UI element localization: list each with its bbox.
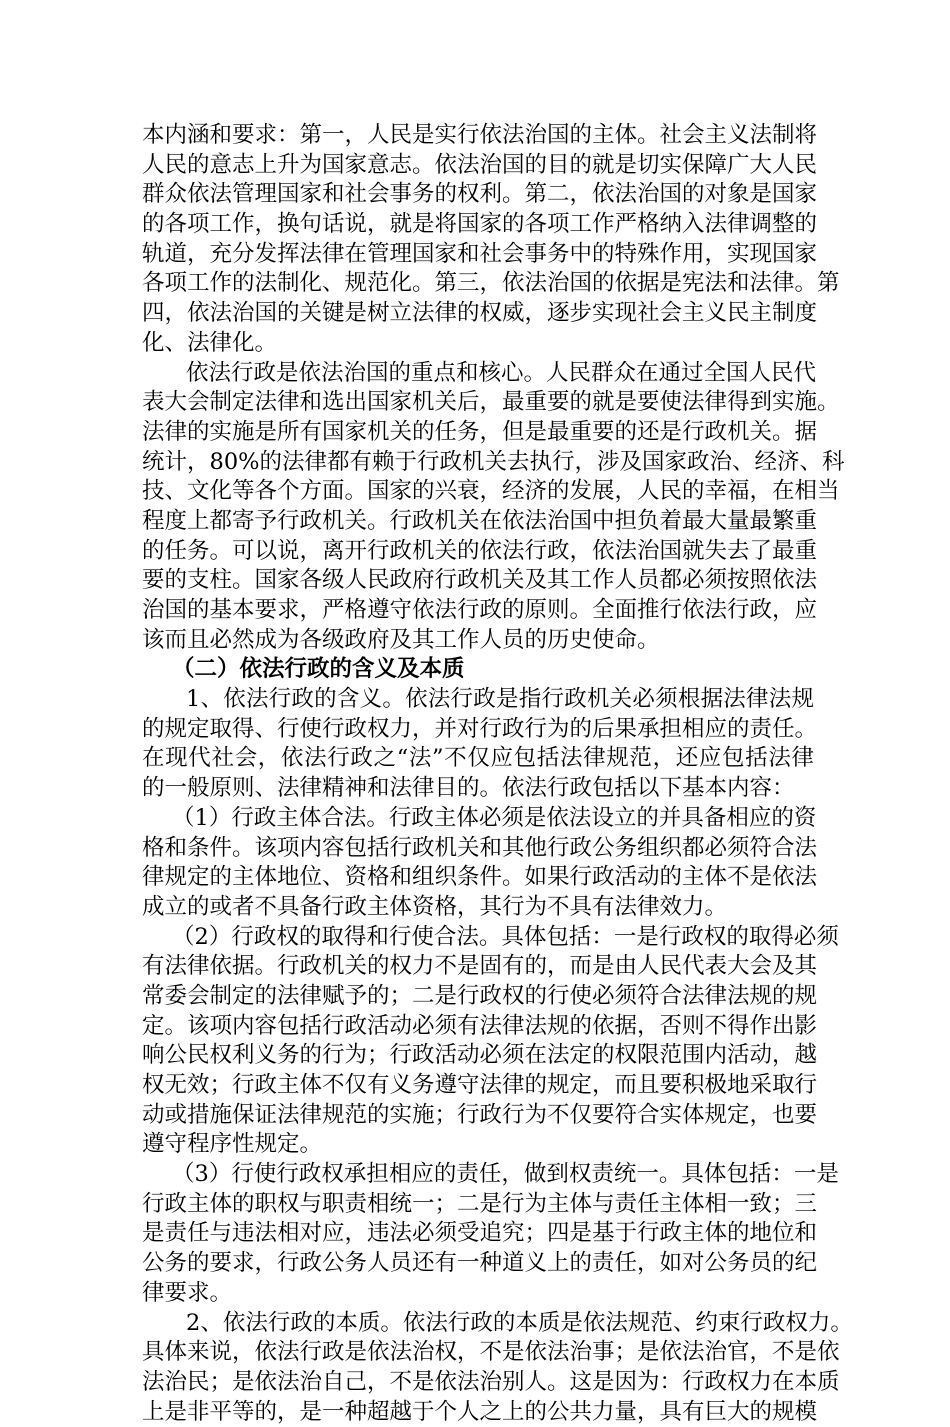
text-line: 遵守程序性规定。 <box>142 1131 323 1158</box>
text-line: 成立的或者不具备行政主体资格，其行为不具有法律效力。 <box>142 893 728 920</box>
body-text <box>142 121 853 1427</box>
text-line: 动或措施保证法律规范的实施；行政行为不仅要符合实体规定，也要 <box>142 1101 818 1128</box>
text-line: 有法律依据。行政机关的权力不是固有的，而是由人民代表大会及其 <box>142 953 818 980</box>
text-line: 是责任与违法相对应，违法必须受追究；四是基于行政主体的地位和 <box>142 1220 818 1247</box>
text-line: 的各项工作，换句话说，就是将国家的各项工作严格纳入法律调整的 <box>142 211 818 238</box>
text-line: 行政主体的职权与职责相统一；二是行为主体与责任主体相一致；三 <box>142 1190 818 1217</box>
text-line: 该而且必然成为各级政府及其工作人员的历史使命。 <box>142 626 660 653</box>
text-line: 统计，80%的法律都有赖于行政机关去执行，涉及国家政治、经济、科 <box>142 448 845 475</box>
text-line: （2）行政权的取得和行使合法。具体包括：一是行政权的取得必须 <box>172 923 839 950</box>
text-line: 在现代社会，依法行政之“法”不仅应包括法律规范，还应包括法律 <box>142 745 814 772</box>
text-line: 四，依法治国的关键是树立法律的权威，逐步实现社会主义民主制度 <box>142 300 818 327</box>
text-line: 公务的要求，行政公务人员还有一种道义上的责任，如对公务员的纪 <box>142 1250 818 1277</box>
text-line: （1）行政主体合法。行政主体必须是依法设立的并具备相应的资 <box>172 804 817 831</box>
text-line: 具体来说，依法行政是依法治权，不是依法治事；是依法治官，不是依 <box>142 1339 840 1366</box>
text-line: 1、依法行政的含义。依法行政是指行政机关必须根据法律法规 <box>186 686 814 713</box>
text-line: 的任务。可以说，离开行政机关的依法行政，依法治国就失去了最重 <box>142 537 818 564</box>
text-line: 治国的基本要求，严格遵守依法行政的原则。全面推行依法行政，应 <box>142 597 818 623</box>
section-heading: （二）依法行政的含义及本质 <box>172 656 465 683</box>
text-line: 的一般原则、法律精神和法律目的。依法行政包括以下基本内容： <box>142 775 795 802</box>
text-line: 权无效；行政主体不仅有义务遵守法律的规定，而且要积极地采取行 <box>142 1072 818 1098</box>
text-line: 各项工作的法制化、规范化。第三，依法治国的依据是宪法和法律。第 <box>142 270 840 297</box>
text-line: 表大会制定法律和选出国家机关后，最重要的就是要使法律得到实施。 <box>142 389 840 416</box>
text-line: （3）行使行政权承担相应的责任，做到权责统一。具体包括：一是 <box>172 1161 839 1188</box>
text-line: 依法行政是依法治国的重点和核心。人民群众在通过全国人民代 <box>186 359 817 386</box>
text-line: 要的支柱。国家各级人民政府行政机关及其工作人员都必须按照依法 <box>142 567 818 594</box>
text-line: 的规定取得、行使行政权力，并对行政行为的后果承担相应的责任。 <box>142 715 818 742</box>
text-line: 定。该项内容包括行政活动必须有法律法规的依据，否则不得作出影 <box>142 1012 818 1039</box>
text-line: 轨道，充分发挥法律在管理国家和社会事务中的特殊作用，实现国家 <box>142 240 818 267</box>
text-line: 格和条件。该项内容包括行政机关和其他行政公务组织都必须符合法 <box>142 834 818 861</box>
text-line: 人民的意志上升为国家意志。依法治国的目的就是切实保障广大人民 <box>142 151 818 178</box>
text-line: 技、文化等各个方面。国家的兴衰，经济的发展，人民的幸福，在相当 <box>142 478 840 505</box>
text-line: 2、依法行政的本质。依法行政的本质是依法规范、约束行政权力。 <box>186 1309 853 1336</box>
text-line: 律规定的主体地位、资格和组织条件。如果行政活动的主体不是依法 <box>142 864 818 891</box>
text-line: 常委会制定的法律赋予的；二是行政权的行使必须符合法律法规的规 <box>142 982 818 1009</box>
text-line: 程度上都寄予行政机关。行政机关在依法治国中担负着最大量最繁重 <box>142 507 818 534</box>
text-line: 上是非平等的，是一种超越于个人之上的公共力量，具有巨大的规模 <box>142 1398 818 1425</box>
text-line: 法律的实施是所有国家机关的任务，但是最重要的还是行政机关。据 <box>142 418 818 445</box>
text-line: 群众依法管理国家和社会事务的权利。第二，依法治国的对象是国家 <box>142 181 818 208</box>
text-line: 法治民；是依法治自己，不是依法治别人。这是因为：行政权力在本质 <box>142 1368 840 1395</box>
text-line: 化、法律化。 <box>142 329 278 356</box>
text-line: 本内涵和要求：第一，人民是实行依法治国的主体。社会主义法制将 <box>142 122 818 148</box>
text-line: 律要求。 <box>142 1279 233 1306</box>
text-line: 响公民权利义务的行为；行政活动必须在法定的权限范围内活动，越 <box>142 1042 818 1069</box>
